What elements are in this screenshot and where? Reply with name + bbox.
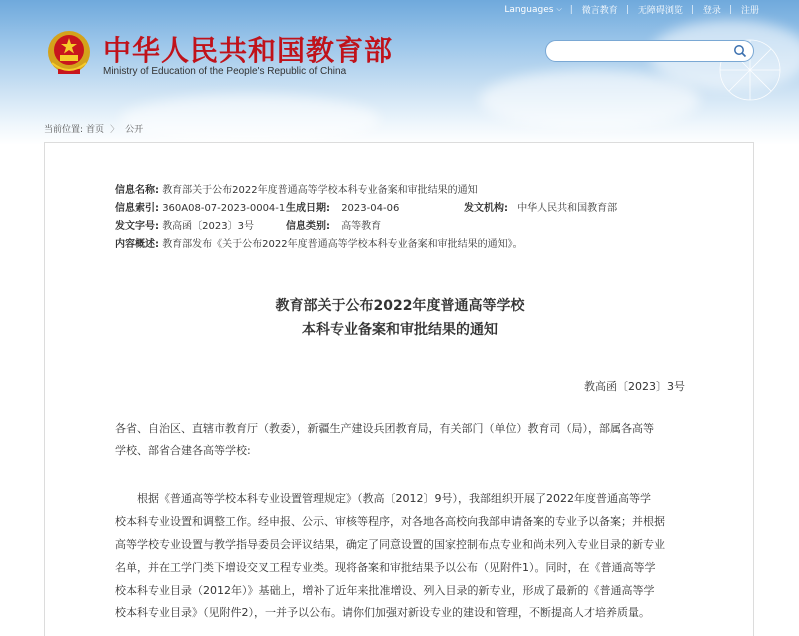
salutation-line: 各省、自治区、直辖市教育厅（教委），新疆生产建设兵团教育局，有关部门（单位）教育司（局），部属各高等 (115, 422, 654, 435)
info-org-value: 中华人民共和国教育部 (517, 203, 618, 214)
divider: | (625, 4, 629, 15)
divider: | (728, 4, 732, 15)
info-org-label: 发文机构: (464, 203, 508, 214)
info-docno-value: 教高函〔2023〕3号 (162, 221, 254, 232)
info-index-label: 信息索引: (115, 203, 159, 214)
info-name-label: 信息名称: (115, 185, 159, 196)
site-header (0, 0, 799, 145)
body-line: 名单，并在工学门类下增设交叉工程专业类。现将备案和审批结果予以公布（见附件1）。同时，在《普通高等学 (115, 561, 656, 574)
divider: | (569, 4, 573, 15)
site-title: 中华人民共和国教育部 (103, 34, 394, 67)
meta-row-summary (115, 235, 523, 250)
chevron-down-icon[interactable]: ⌵ (556, 5, 562, 13)
info-name-value: 教育部关于公布2022年度普通高等学校本科专业备案和审批结果的通知 (162, 185, 478, 196)
document-number: 教高函〔2023〕3号 (584, 380, 685, 393)
info-summary-value: 教育部发布《关于公布2022年度普通高等学校本科专业备案和审批结果的通知》。 (162, 239, 523, 250)
meta-row-date (286, 199, 399, 214)
info-docno-label: 发文字号: (115, 221, 159, 232)
body-line: 高等学校专业设置与教学指导委员会评议结果，确定了同意设置的国家控制布点专业和尚未列入专业目录的新专业 (115, 538, 665, 551)
accessible-link[interactable]: 无障碍浏览 (637, 6, 683, 16)
info-type-value: 高等教育 (341, 221, 382, 232)
document-title-line-2: 本科专业备案和审批结果的通知 (302, 322, 498, 338)
meta-row-type (286, 217, 381, 232)
body-line: 根据《普通高等学校本科专业设置管理规定》（教高〔2012〕9号），我部组织开展了2022年度普通高等学 (137, 492, 651, 505)
info-date-value: 2023-04-06 (341, 203, 400, 214)
divider: | (690, 4, 694, 15)
article-panel (44, 142, 754, 636)
breadcrumb-home[interactable]: 首页 (86, 125, 105, 135)
info-index-value: 360A08-07-2023-0004-1 (162, 203, 286, 214)
register-link[interactable]: 注册 (740, 6, 759, 16)
meta-row-name (115, 181, 478, 196)
info-type-label: 信息类别: (286, 221, 330, 232)
search-icon[interactable] (733, 44, 747, 58)
body-line: 校本科专业设置和调整工作。经申报、公示、审核等程序，对各地各高校向我部申请备案的专业予以备案；并根据 (115, 515, 665, 528)
meta-row-index (115, 199, 285, 214)
national-emblem-icon (46, 29, 92, 77)
breadcrumb (44, 122, 143, 135)
dandelion-icon (705, 25, 795, 115)
body-line: 校本科专业目录》（见附件2），一并予以公布。请你们加强对新设专业的建设和管理，不断提高人才培养质量。 (115, 606, 650, 619)
breadcrumb-label: 当前位置: (44, 125, 84, 135)
search-input[interactable] (556, 44, 726, 58)
site-subtitle: Ministry of Education of the People's Republic of China (103, 66, 347, 77)
search-box (545, 40, 754, 62)
info-date-label: 生成日期: (286, 203, 330, 214)
body-line: 校本科专业目录（2012年）》基础上，增补了近年来批准增设、列入目录的新专业，形成了最新的《普通高等学 (115, 584, 655, 597)
info-summary-label: 内容概述: (115, 239, 159, 250)
cloud-decoration (120, 95, 380, 145)
salutation-line: 学校、部省合建各高等学校: (115, 444, 251, 457)
top-navigation (495, 3, 759, 16)
breadcrumb-current[interactable]: 公开 (125, 125, 144, 135)
breadcrumb-arrow-icon: 〉 (110, 125, 120, 135)
meta-row-docno (115, 217, 254, 232)
document-title-line-1: 教育部关于公布2022年度普通高等学校 (275, 298, 525, 314)
meta-row-org (464, 199, 617, 214)
cloud-decoration (480, 70, 700, 130)
wechat-link[interactable]: 微言教育 (581, 6, 618, 16)
login-link[interactable]: 登录 (702, 6, 721, 16)
languages-link[interactable]: Languages (504, 4, 554, 15)
